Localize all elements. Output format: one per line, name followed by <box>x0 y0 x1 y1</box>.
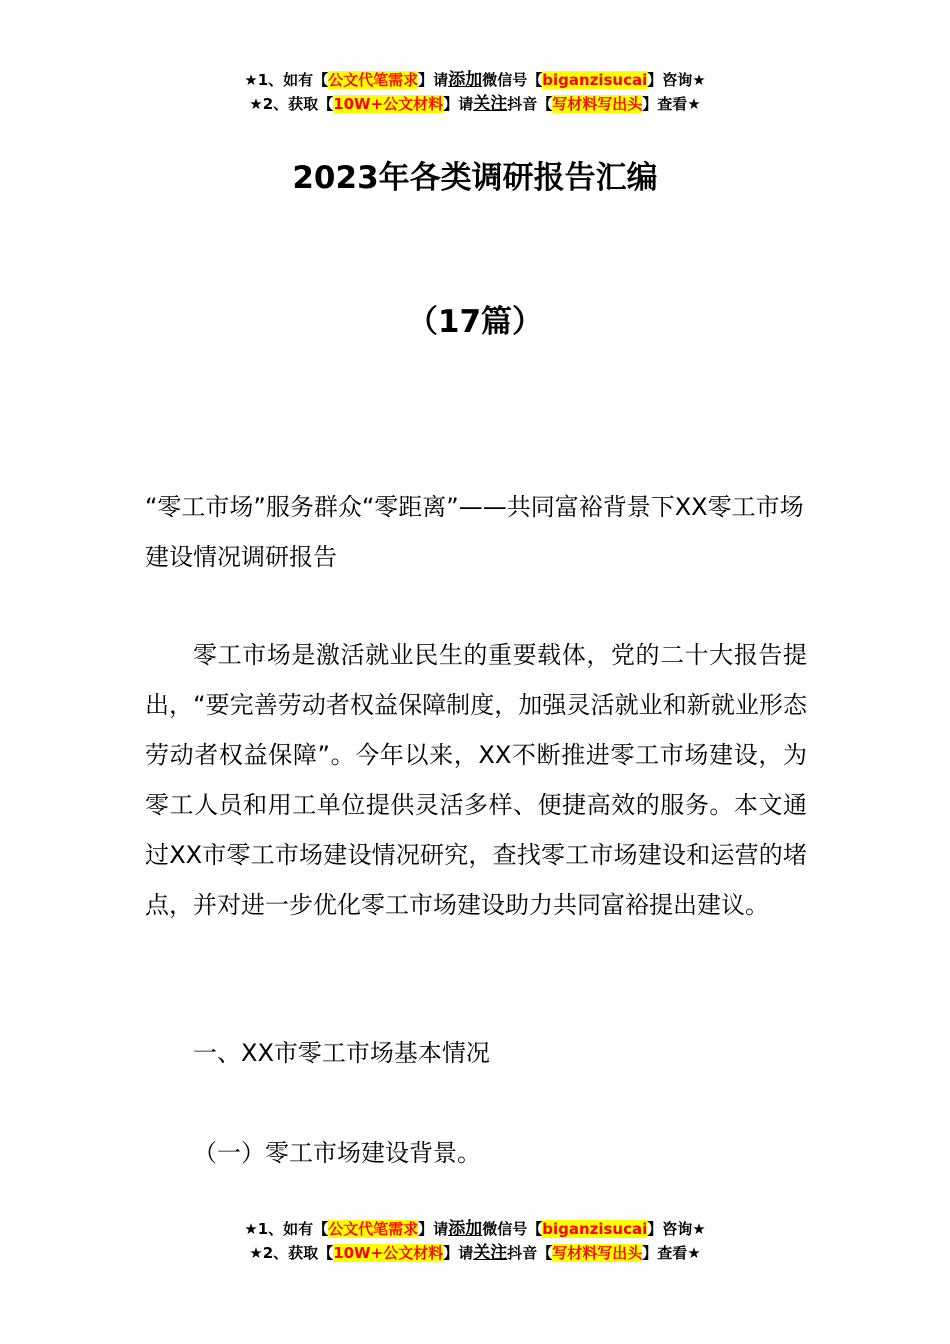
banner-text: ★1、如有【 <box>244 71 329 89</box>
banner-text: 】查看★ <box>642 1244 701 1262</box>
banner-douyin-id: 写材料写出头 <box>552 1244 643 1262</box>
banner-text: 】请 <box>418 71 449 89</box>
banner-text: 】请 <box>443 1244 474 1262</box>
banner-wechat-id: biganzisucai <box>542 1220 648 1238</box>
banner-highlight: 10W+公文材料 <box>333 95 444 113</box>
banner-line-1 <box>0 1217 950 1241</box>
report-subtitle: “零工市场”服务群众“零距离”——共同富裕背景下XX零工市场建设情况调研报告 <box>145 493 804 571</box>
section-heading-1: 一、XX市零工市场基本情况 <box>193 1039 490 1067</box>
banner-underlined: 关注 <box>473 94 508 114</box>
banner-text: 微信号【 <box>482 71 543 89</box>
banner-text: 抖音【 <box>507 95 553 113</box>
footer-banner <box>0 1217 950 1265</box>
banner-text: 】请 <box>443 95 474 113</box>
banner-highlight: 10W+公文材料 <box>333 1244 444 1262</box>
banner-line-1 <box>0 68 950 92</box>
banner-highlight: 公文代笔需求 <box>328 1220 419 1238</box>
banner-text: 】咨询★ <box>647 71 706 89</box>
banner-text: 抖音【 <box>507 1244 553 1262</box>
banner-wechat-id: biganzisucai <box>542 71 648 89</box>
banner-text: 微信号【 <box>482 1220 543 1238</box>
banner-underlined: 关注 <box>473 1243 508 1263</box>
document-title: 2023年各类调研报告汇编 <box>292 160 658 196</box>
banner-text: ★2、获取【 <box>249 95 334 113</box>
banner-douyin-id: 写材料写出头 <box>552 95 643 113</box>
subsection-heading-1: （一）零工市场建设背景。 <box>193 1139 481 1167</box>
banner-underlined: 添加 <box>448 70 483 90</box>
banner-text: 】查看★ <box>642 95 701 113</box>
banner-highlight: 公文代笔需求 <box>328 71 419 89</box>
banner-text: ★2、获取【 <box>249 1244 334 1262</box>
intro-paragraph: 零工市场是激活就业民生的重要载体，党的二十大报告提出，“要完善劳动者权益保障制度，加强灵活就业和新就业形态劳动者权益保障”。今年以来，XX不断推进零工市场建设，为零工人员和用工单位提供灵活多样、便捷高效的服务。本文通过XX市零工市场建设情况研究，查找零工市场建设和运营的堵点，并对进一步优化零工市场建设助力共同富裕提出建议。 <box>145 641 807 919</box>
banner-line-2 <box>0 92 950 116</box>
header-banner <box>0 68 950 116</box>
banner-underlined: 添加 <box>448 1219 483 1239</box>
banner-text: 】请 <box>418 1220 449 1238</box>
document-count: （17篇） <box>406 304 544 340</box>
banner-line-2 <box>0 1241 950 1265</box>
banner-text: 】咨询★ <box>647 1220 706 1238</box>
banner-text: ★1、如有【 <box>244 1220 329 1238</box>
